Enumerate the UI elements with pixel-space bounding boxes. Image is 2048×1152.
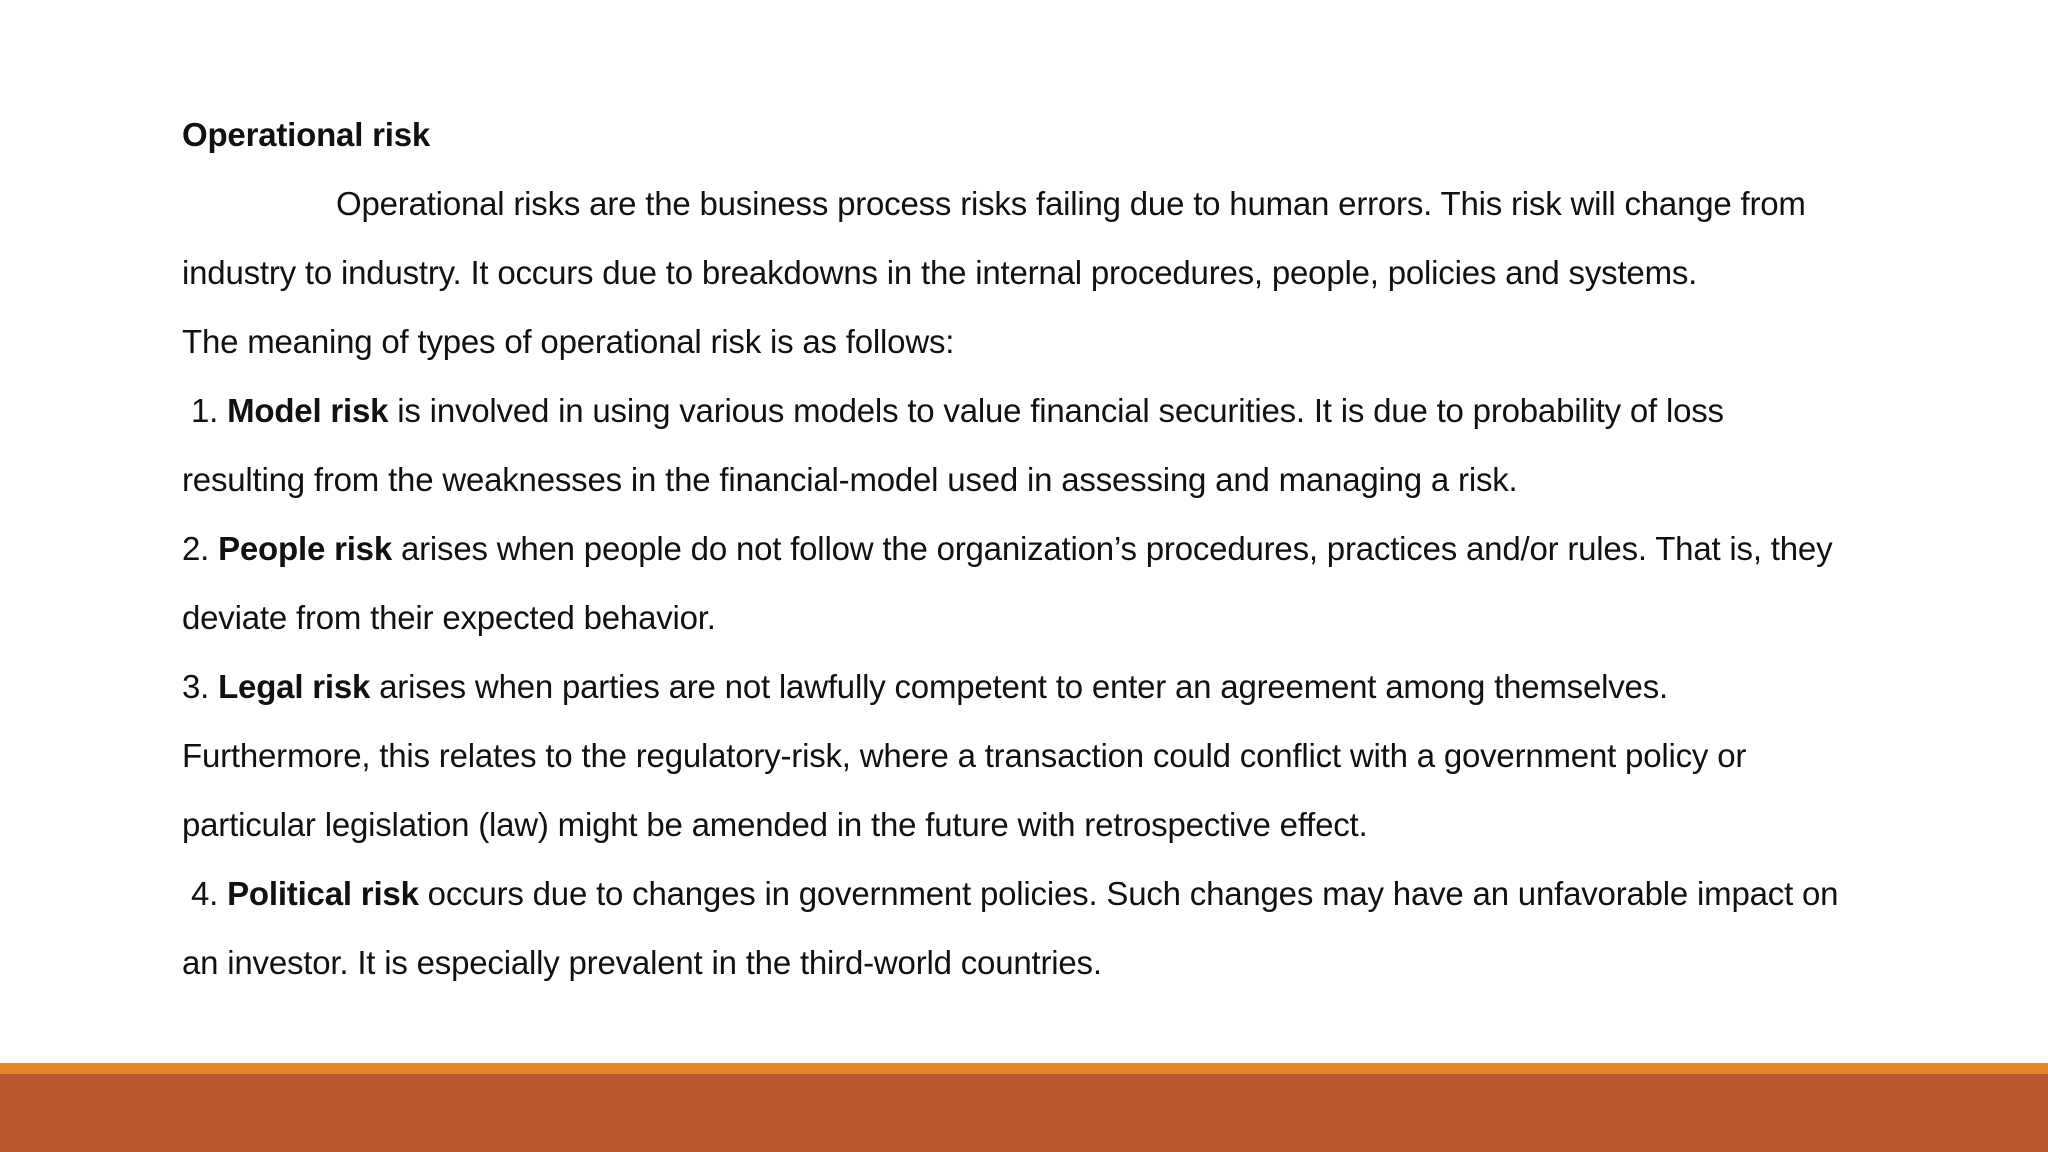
list-item-number: 3. xyxy=(182,668,210,705)
types-intro: The meaning of types of operational risk is as follows: xyxy=(182,323,955,360)
footer-band xyxy=(0,1074,2048,1152)
list-item-continuation: deviate from their expected behavior. xyxy=(182,599,716,636)
list-item-number: 4. xyxy=(191,875,219,912)
list-item-continuation: an investor. It is especially prevalent in the third-world countries. xyxy=(182,944,1102,981)
list-item-number: 2. xyxy=(182,530,210,567)
list-item-continuation: resulting from the weaknesses in the financial-model used in assessing and managing a risk. xyxy=(182,461,1518,498)
list-item-text: occurs due to changes in government policies. Such changes may have an unfavorable impact on xyxy=(418,875,1839,912)
list-item-text: arises when people do not follow the organization’s procedures, practices and/or rules. That is, they xyxy=(391,530,1833,567)
list-item-term: People risk xyxy=(218,530,392,567)
list-item-continuation: Furthermore, this relates to the regulatory-risk, where a transaction could conflict with a government policy or xyxy=(182,737,1747,774)
list-item-people-risk xyxy=(182,514,1982,583)
list-item-continuation: particular legislation (law) might be amended in the future with retrospective effect. xyxy=(182,806,1368,843)
footer-accent-stripe xyxy=(0,1063,2048,1074)
list-item-term: Model risk xyxy=(227,392,389,429)
slide-body xyxy=(182,100,1982,997)
list-item-text: is involved in using various models to value financial securities. It is due to probability of loss xyxy=(388,392,1724,429)
list-item-legal-risk xyxy=(182,652,1982,721)
list-item-term: Political risk xyxy=(227,875,419,912)
list-item-model-risk xyxy=(182,376,1982,445)
list-item-political-risk xyxy=(182,859,1982,928)
intro-line-2: industry to industry. It occurs due to breakdowns in the internal procedures, people, policies and systems. xyxy=(182,254,1698,291)
intro-line-1: Operational risks are the business process risks failing due to human errors. This risk will change from xyxy=(336,185,1806,222)
page-title: Operational risk xyxy=(182,116,431,153)
list-item-term: Legal risk xyxy=(218,668,371,705)
list-item-number: 1. xyxy=(191,392,219,429)
list-item-text: arises when parties are not lawfully competent to enter an agreement among themselves. xyxy=(370,668,1668,705)
